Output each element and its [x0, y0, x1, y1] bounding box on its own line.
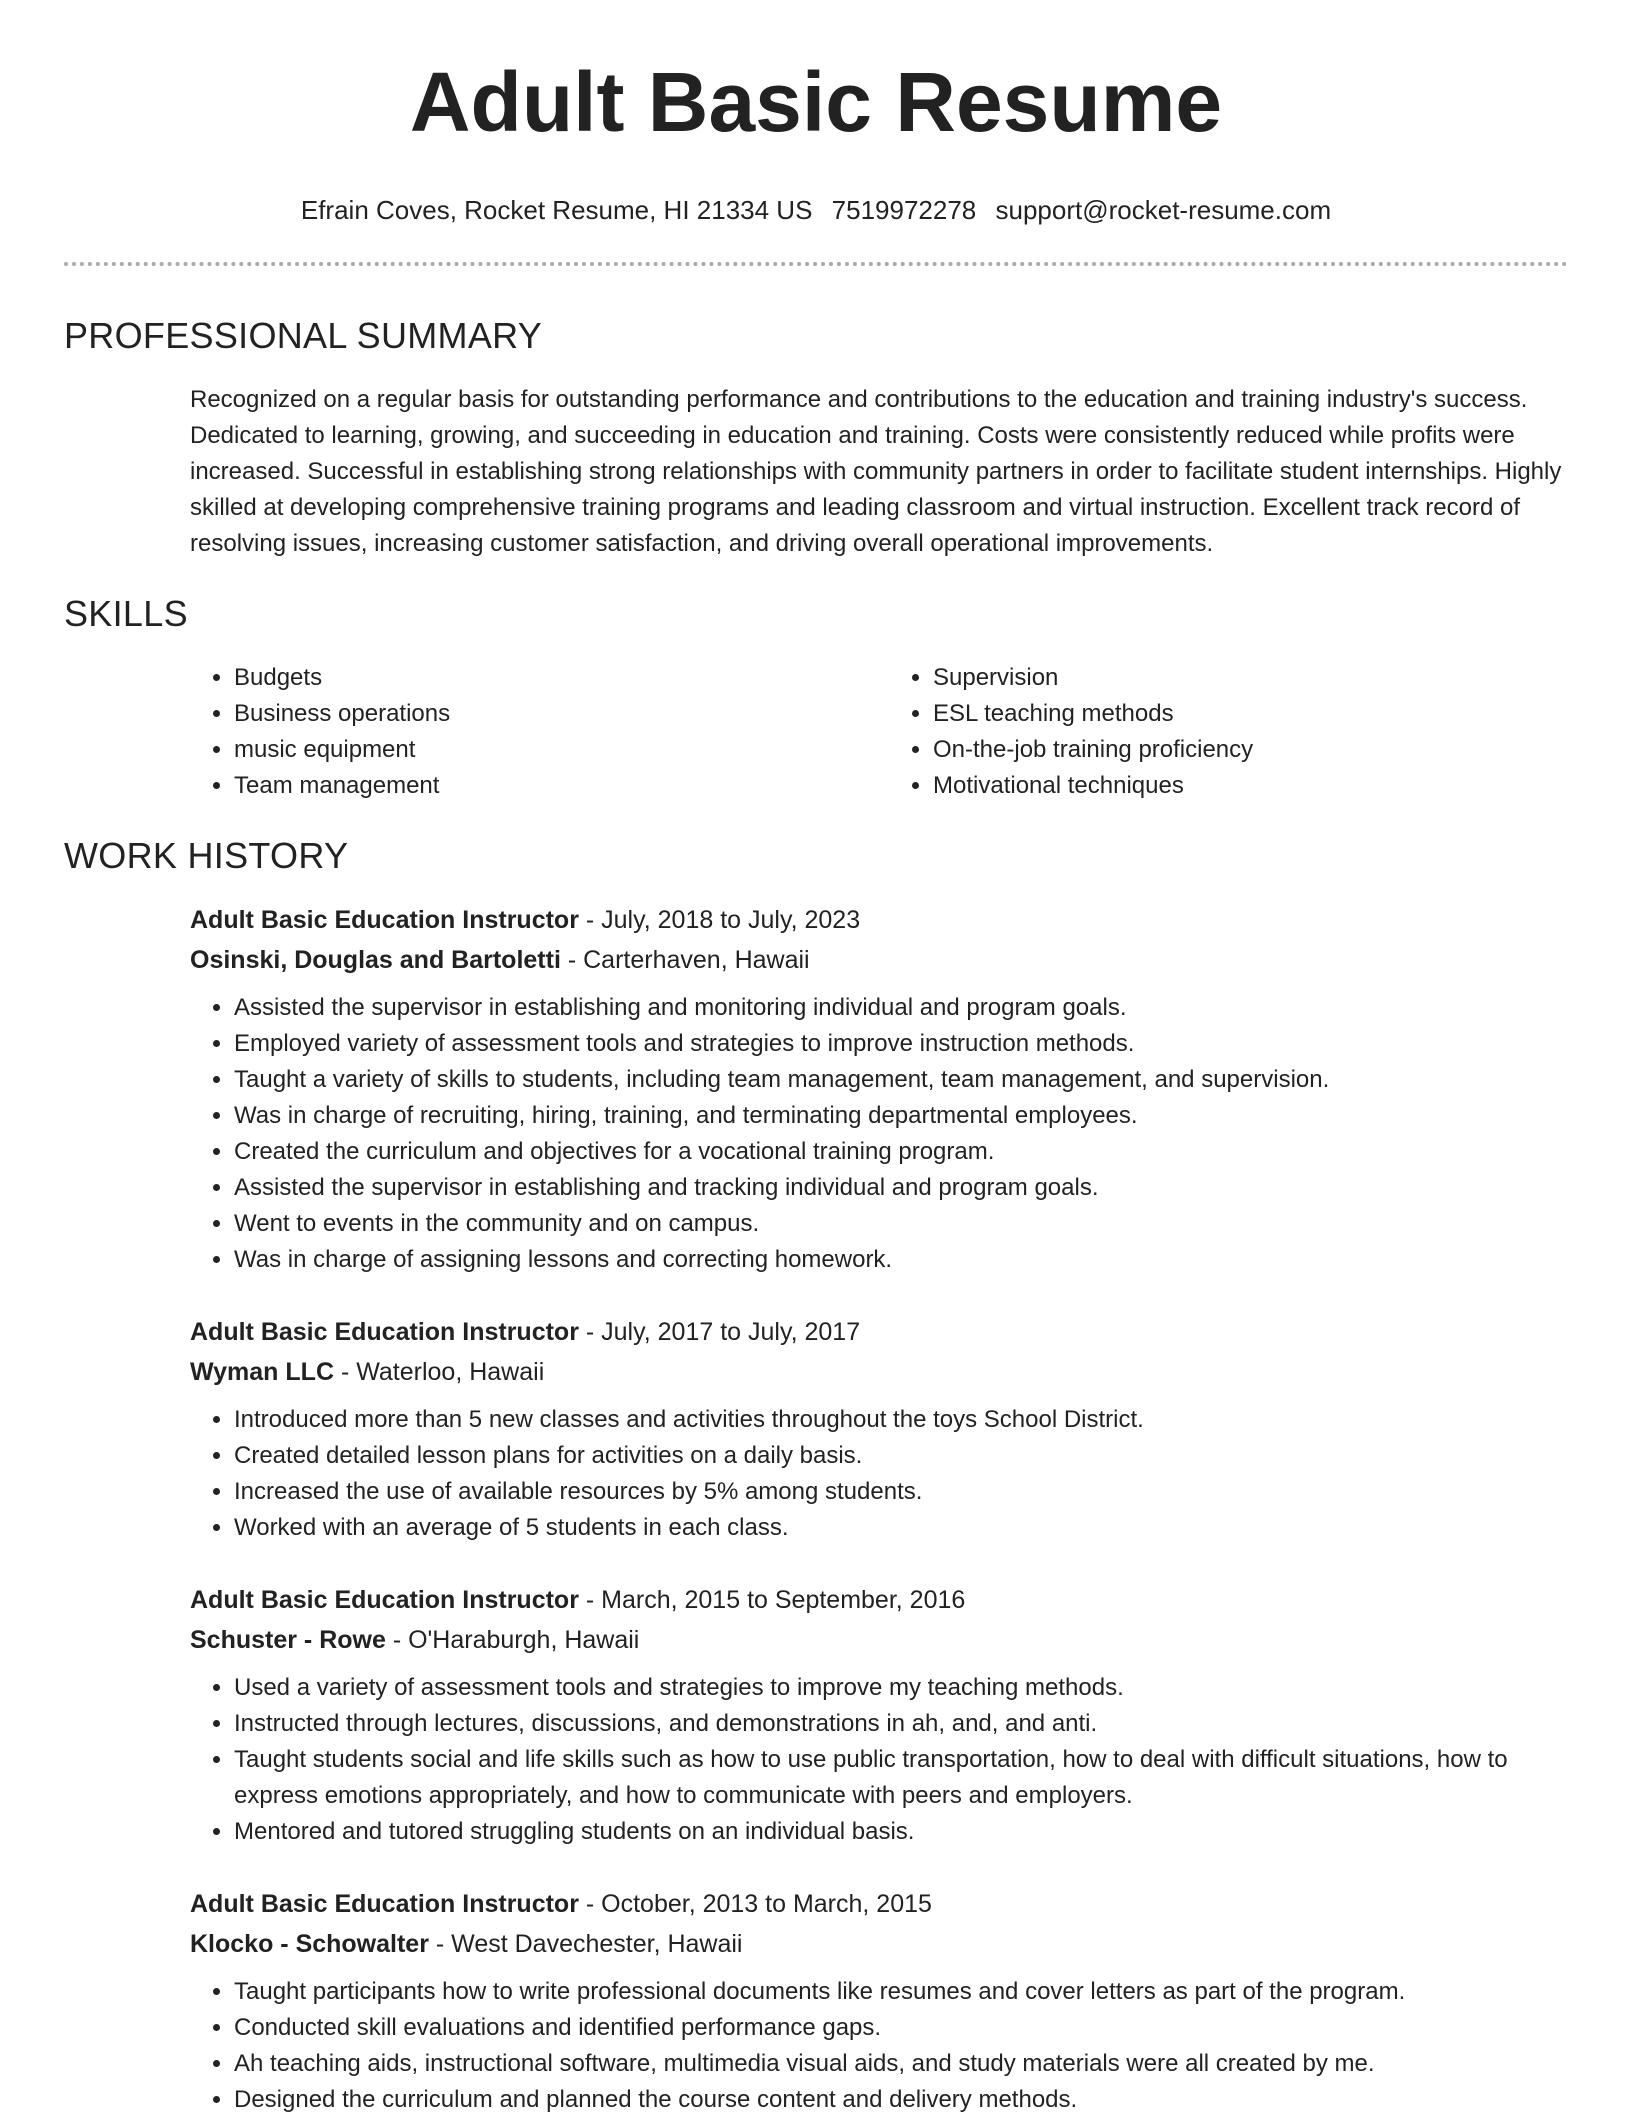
- job-company-line: [190, 1924, 1568, 1964]
- skill-item: • Business operations: [234, 696, 869, 732]
- job-bullet: • Assisted the supervisor in establishing and tracking individual and program goals.: [234, 1170, 1568, 1206]
- job-bullets: [190, 1974, 1568, 2118]
- job-location: - Carterhaven, Hawaii: [560, 946, 810, 974]
- job-bullet: • Designed the curriculum and planned the course content and delivery methods.: [234, 2082, 1568, 2118]
- section-title-summary: PROFESSIONAL SUMMARY: [64, 315, 543, 356]
- skills-grid: [64, 660, 1568, 804]
- job-bullet: • Taught participants how to write professional documents like resumes and cover letters as part of the program.: [234, 1974, 1568, 2010]
- job-company: Osinski, Douglas and Bartoletti: [190, 946, 561, 974]
- section-title-skills: SKILLS: [64, 593, 188, 634]
- work-history-section: [0, 834, 1632, 2118]
- job-location: - West Davechester, Hawaii: [428, 1930, 743, 1958]
- skill-item: • Team management: [234, 768, 869, 804]
- job-bullet: • Mentored and tutored struggling students on an individual basis.: [234, 1814, 1568, 1850]
- job-bullets: [190, 990, 1568, 1278]
- job-title-line: [190, 1884, 1568, 1924]
- job-bullet: • Created detailed lesson plans for activities on a daily basis.: [234, 1438, 1568, 1474]
- job-entry: [64, 900, 1568, 1278]
- job-bullet: • Went to events in the community and on campus.: [234, 1206, 1568, 1242]
- job-bullet: • Conducted skill evaluations and identified performance gaps.: [234, 2010, 1568, 2046]
- job-title-line: [190, 900, 1568, 940]
- job-company-line: [190, 1352, 1568, 1392]
- job-bullet: • Used a variety of assessment tools and strategies to improve my teaching methods.: [234, 1670, 1568, 1706]
- candidate-name: Adult Basic Resume: [409, 55, 1223, 149]
- skill-item: • Budgets: [234, 660, 869, 696]
- job-entry: [64, 1312, 1568, 1546]
- job-bullet: • Instructed through lectures, discussions, and demonstrations in ah, and, and anti.: [234, 1706, 1568, 1742]
- skills-section: [0, 592, 1632, 804]
- job-dates: - March, 2015 to September, 2016: [578, 1586, 966, 1614]
- skill-item: • On-the-job training proficiency: [933, 732, 1568, 768]
- skill-item: • Supervision: [933, 660, 1568, 696]
- job-company: Klocko - Schowalter: [190, 1930, 429, 1958]
- contact-email: support@rocket-resume.com: [995, 195, 1332, 225]
- job-company-line: [190, 940, 1568, 980]
- skills-list-left: [190, 660, 869, 804]
- job-bullet: • Employed variety of assessment tools and strategies to improve instruction methods.: [234, 1026, 1568, 1062]
- job-bullet: • Created the curriculum and objectives for a vocational training program.: [234, 1134, 1568, 1170]
- job-bullet: • Taught students social and life skills such as how to use public transportation, how to deal with difficult situations, how to express emotions appropriately, and how to communicate with peers and employers.: [234, 1742, 1568, 1814]
- job-title-line: [190, 1312, 1568, 1352]
- skills-list-right: [889, 660, 1568, 804]
- resume-header: [0, 0, 1632, 266]
- job-company: Wyman LLC: [190, 1358, 334, 1386]
- job-dates: - July, 2017 to July, 2017: [578, 1318, 861, 1346]
- skill-item: • Motivational techniques: [933, 768, 1568, 804]
- skill-item: • ESL teaching methods: [933, 696, 1568, 732]
- job-role: Adult Basic Education Instructor: [190, 1318, 579, 1346]
- summary-text: Recognized on a regular basis for outstanding performance and contributions to the education and training industry's success. Dedicated to learning, growing, and succeeding in education and training. Costs were consistently reduced while profits were increased. Successful in establishing strong relationships with community partners in order to facilitate student internships. Highly skilled at developing comprehensive training programs and leading classroom and virtual instruction. Excellent track record of resolving issues, increasing customer satisfaction, and driving overall operational improvements.: [190, 386, 1562, 557]
- job-bullet: • Was in charge of assigning lessons and correcting homework.: [234, 1242, 1568, 1278]
- job-bullet: • Ah teaching aids, instructional software, multimedia visual aids, and study materials were all created by me.: [234, 2046, 1568, 2082]
- job-location: - O'Haraburgh, Hawaii: [385, 1626, 640, 1654]
- job-entry: [64, 1580, 1568, 1850]
- job-bullet: • Was in charge of recruiting, hiring, training, and terminating departmental employees.: [234, 1098, 1568, 1134]
- header-divider: [64, 262, 1568, 266]
- job-role: Adult Basic Education Instructor: [190, 906, 579, 934]
- job-dates: - October, 2013 to March, 2015: [578, 1890, 932, 1918]
- skill-item: • music equipment: [234, 732, 869, 768]
- job-role: Adult Basic Education Instructor: [190, 1890, 579, 1918]
- contact-line: [0, 194, 1632, 226]
- job-bullets: [190, 1402, 1568, 1546]
- job-bullet: • Assisted the supervisor in establishing and monitoring individual and program goals.: [234, 990, 1568, 1026]
- job-bullets: [190, 1670, 1568, 1850]
- job-bullet: • Introduced more than 5 new classes and activities throughout the toys School District.: [234, 1402, 1568, 1438]
- job-bullet: • Increased the use of available resources by 5% among students.: [234, 1474, 1568, 1510]
- professional-summary-section: [0, 314, 1632, 562]
- job-company: Schuster - Rowe: [190, 1626, 386, 1654]
- job-bullet: • Taught a variety of skills to students, including team management, team management, and supervision.: [234, 1062, 1568, 1098]
- contact-phone: 7519972278: [831, 195, 977, 225]
- job-location: - Waterloo, Hawaii: [334, 1358, 545, 1386]
- job-bullet: • Worked with an average of 5 students in each class.: [234, 1510, 1568, 1546]
- section-title-work-history: WORK HISTORY: [64, 835, 349, 876]
- contact-address: Efrain Coves, Rocket Resume, HI 21334 US: [300, 195, 813, 225]
- job-role: Adult Basic Education Instructor: [190, 1586, 579, 1614]
- job-title-line: [190, 1580, 1568, 1620]
- job-entry: [64, 1884, 1568, 2118]
- job-dates: - July, 2018 to July, 2023: [578, 906, 861, 934]
- job-company-line: [190, 1620, 1568, 1660]
